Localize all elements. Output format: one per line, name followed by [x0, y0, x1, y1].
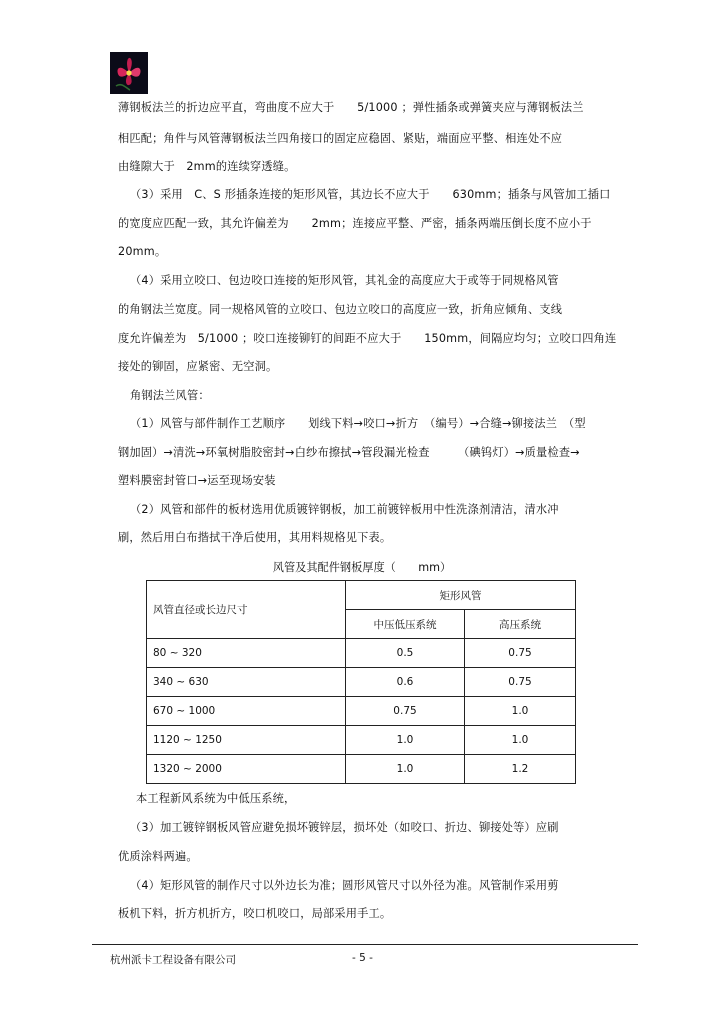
paragraph-line: （4）矩形风管的制作尺寸以外边长为准；圆形风管尺寸以外径为准。风管制作采用剪	[130, 879, 559, 892]
high-cell: 0.75	[465, 668, 576, 697]
paragraph-line: 度允许偏差为 5/1000 ；咬口连接铆钉的间距不应大于 150mm，间隔应均匀；立咬口四角连	[118, 332, 617, 345]
paragraph-line: （1）风管与部件制作工艺顺序 划线下料→咬口→折方 （编号）→合缝→铆接法兰 （型	[130, 417, 586, 430]
page-number: - 5 -	[352, 952, 373, 964]
table-row	[147, 668, 576, 697]
paragraph-line: 20mm。	[118, 245, 167, 258]
mid-low-cell: 1.0	[346, 726, 465, 755]
flower-icon	[110, 52, 148, 94]
high-cell: 0.75	[465, 639, 576, 668]
paragraph-line: （3）加工镀锌钢板风管应避免损坏镀锌层，损坏处（如咬口、折边、铆接处等）应刷	[130, 821, 559, 834]
paragraph-line: 本工程新风系统为中低压系统，	[136, 792, 296, 805]
paragraph-line: 板机下料，折方机折方，咬口机咬口，局部采用手工。	[118, 907, 392, 920]
size-cell: 1320 ~ 2000	[147, 755, 346, 784]
rect-duct-header: 矩形风管	[346, 581, 576, 610]
size-header: 风管直径或长边尺寸	[147, 581, 346, 639]
paragraph-line: 由缝隙大于 2mm的连续穿透缝。	[118, 160, 296, 173]
high-header: 高压系统	[465, 610, 576, 639]
table-header-row	[147, 581, 576, 610]
paragraph-line: 的角钢法兰宽度。同一规格风管的立咬口、包边立咬口的高度应一致，折角应倾角、支线	[118, 303, 563, 316]
table-caption: 风管及其配件钢板厚度（ mm）	[272, 561, 452, 574]
size-cell: 1120 ~ 1250	[147, 726, 346, 755]
section-heading: 角钢法兰风管：	[130, 389, 210, 402]
high-cell: 1.0	[465, 726, 576, 755]
size-cell: 670 ~ 1000	[147, 697, 346, 726]
size-cell: 340 ~ 630	[147, 668, 346, 697]
paragraph-line: 塑料膜密封管口→运至现场安装	[118, 474, 276, 487]
table-row	[147, 755, 576, 784]
paragraph-line: （4）采用立咬口、包边咬口连接的矩形风管，其礼金的高度应大于或等于同规格风管	[130, 274, 559, 287]
company-logo	[110, 52, 148, 94]
paragraph-line: 的宽度应匹配一致，其允许偏差为 2mm；连接应平整、严密，插条两端压倒长度不应小于	[118, 217, 592, 230]
table-row	[147, 639, 576, 668]
paragraph-line: 钢加固）→清洗→环氧树脂胶密封→白纱布擦拭→管段漏光检查 （碘钨灯）→质量检查→	[118, 446, 580, 459]
mid-low-cell: 0.6	[346, 668, 465, 697]
mid-low-cell: 0.5	[346, 639, 465, 668]
table-row	[147, 697, 576, 726]
steel-thickness-table	[146, 580, 576, 784]
footer-divider	[92, 944, 638, 945]
high-cell: 1.0	[465, 697, 576, 726]
mid-low-cell: 1.0	[346, 755, 465, 784]
paragraph-line: 优质涂料两遍。	[118, 850, 198, 863]
size-cell: 80 ~ 320	[147, 639, 346, 668]
paragraph-line: （2）风管和部件的板材选用优质镀锌钢板，加工前镀锌板用中性洗涤剂清洁，清水冲	[130, 503, 559, 516]
paragraph-line: 刷，然后用白布揩拭干净后使用，其用料规格见下表。	[118, 531, 392, 544]
mid-low-header: 中压低压系统	[346, 610, 465, 639]
paragraph-line: （3）采用 C、S 形插条连接的矩形风管，其边长不应大于 630mm；插条与风管加工插口	[130, 188, 611, 201]
high-cell: 1.2	[465, 755, 576, 784]
table-row	[147, 726, 576, 755]
paragraph-line: 薄钢板法兰的折边应平直，弯曲度不应大于 5/1000 ；弹性插条或弹簧夹应与薄钢板法兰	[118, 101, 584, 114]
footer-company: 杭州派卡工程设备有限公司	[110, 954, 236, 966]
paragraph-line: 接处的铆固，应紧密、无空洞。	[118, 360, 278, 373]
mid-low-cell: 0.75	[346, 697, 465, 726]
paragraph-line: 相匹配；角件与风管薄钢板法兰四角接口的固定应稳固、紧贴，端面应平整、相连处不应	[118, 132, 563, 145]
